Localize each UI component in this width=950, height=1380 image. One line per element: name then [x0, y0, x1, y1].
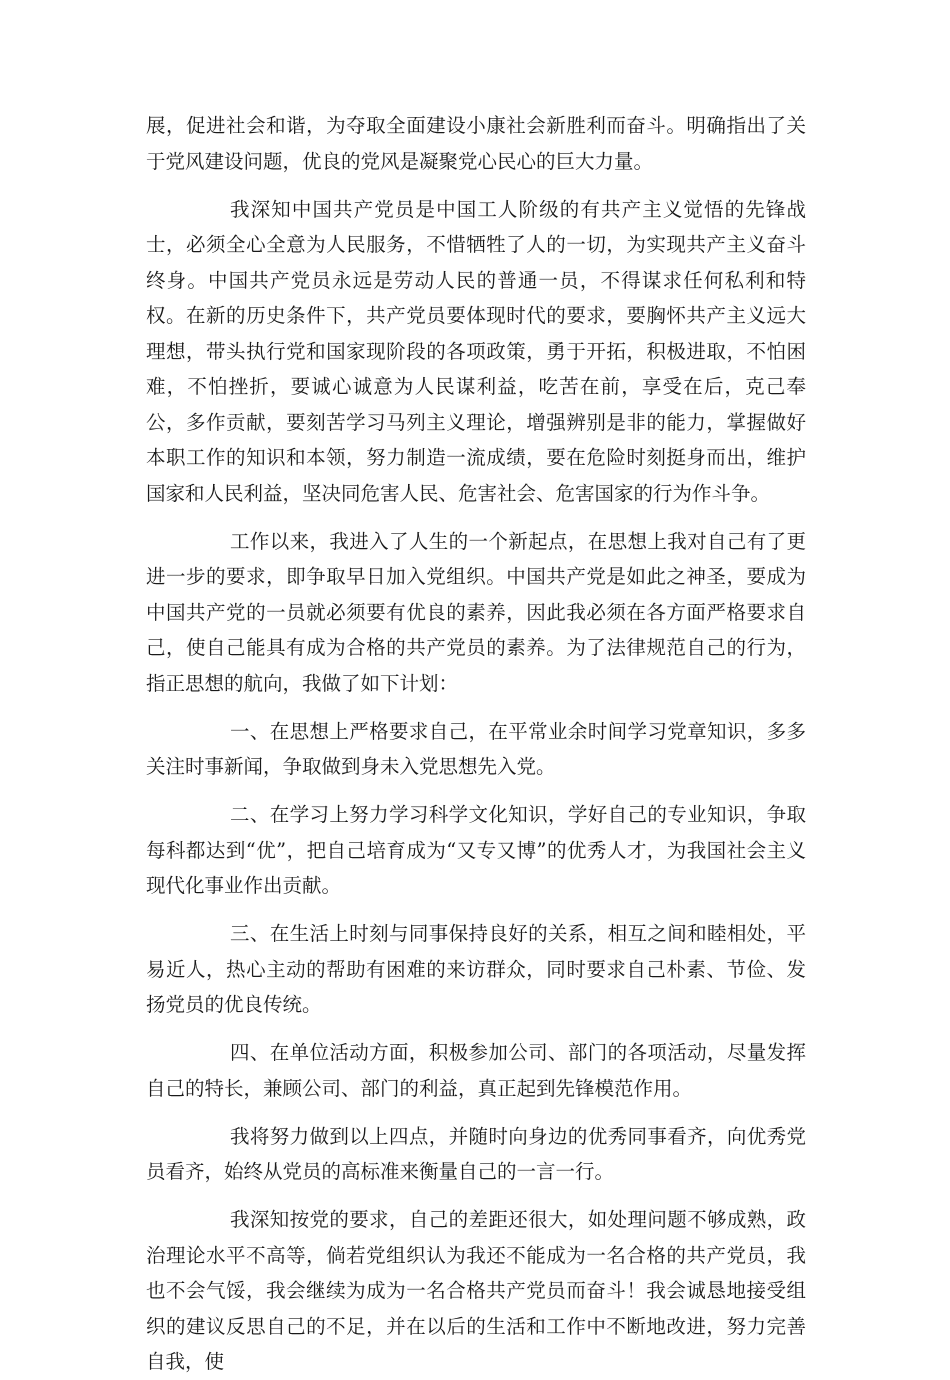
document-page [146, 108, 806, 1380]
paragraph-9: 我深知按党的要求，自己的差距还很大，如处理问题不够成熟，政治理论水平不高等，倘若党组织认为我还不能成为一名合格的共产党员，我也不会气馁，我会继续为成为一名合格共产党员而奋斗！我会诚恳地接受组织的建议反思自己的不足，并在以后的生活和工作中不断地改进，努力完善自我，使 [146, 1208, 806, 1373]
plan-item-1: 一、在思想上严格要求自己，在平常业余时间学习党章知识，多多关注时事新闻，争取做到身未入党思想先入党。 [146, 719, 806, 778]
plan-item-3: 三、在生活上时刻与同事保持良好的关系，相互之间和睦相处，平易近人，热心主动的帮助有困难的来访群众，同时要求自己朴素、节俭、发扬党员的优良传统。 [146, 922, 806, 1016]
plan-item-4: 四、在单位活动方面，积极参加公司、部门的各项活动，尽量发挥自己的特长，兼顾公司、部门的利益，真正起到先锋模范作用。 [146, 1041, 806, 1100]
paragraph-1: 展，促进社会和谐，为夺取全面建设小康社会新胜利而奋斗。明确指出了关于党风建设问题，优良的党风是凝聚党心民心的巨大力量。 [146, 114, 806, 173]
paragraph-3: 工作以来，我进入了人生的一个新起点，在思想上我对自己有了更进一步的要求，即争取早日加入党组织。中国共产党是如此之神圣，要成为中国共产党的一员就必须要有优良的素养，因此我必须在各方面严格要求自己，使自己能具有成为合格的共产党员的素养。为了法律规范自己的行为，指正思想的航向，我做了如下计划： [146, 529, 806, 695]
paragraph-8: 我将努力做到以上四点，并随时向身边的优秀同事看齐，向优秀党员看齐，始终从党员的高标准来衡量自己的一言一行。 [146, 1124, 806, 1183]
paragraph-2: 我深知中国共产党员是中国工人阶级的有共产主义觉悟的先锋战士，必须全心全意为人民服务，不惜牺牲了人的一切，为实现共产主义奋斗终身。中国共产党员永远是劳动人民的普通一员，不得谋求任何私利和特权。在新的历史条件下，共产党员要体现时代的要求，要胸怀共产主义远大理想，带头执行党和国家现阶段的各项政策，勇于开拓，积极进取，不怕困难，不怕挫折，要诚心诚意为人民谋利益，吃苦在前，享受在后，克己奉公，多作贡献，要刻苦学习马列主义理论，增强辨别是非的能力，掌握做好本职工作的知识和本领，努力制造一流成绩，要在危险时刻挺身而出，维护国家和人民利益，坚决同危害人民、危害社会、危害国家的行为作斗争。 [146, 197, 806, 505]
plan-item-2: 二、在学习上努力学习科学文化知识，学好自己的专业知识，争取每科都达到“优”，把自己培育成为“又专又博”的优秀人才，为我国社会主义现代化事业作出贡献。 [146, 803, 806, 897]
